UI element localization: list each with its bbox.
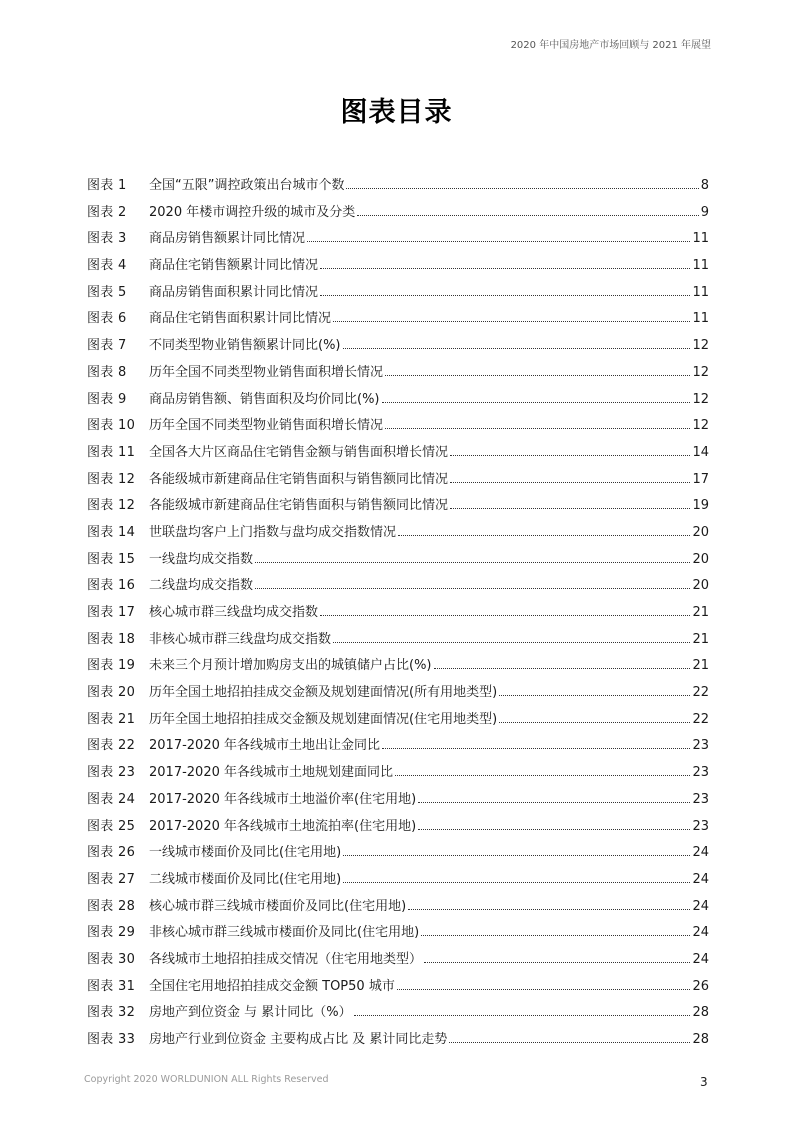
toc-entry-label: 图表 22 [87, 738, 136, 754]
dot-leader [320, 615, 690, 616]
dot-leader [418, 802, 690, 803]
toc-entry[interactable] [87, 815, 709, 842]
toc-entry-label: 图表 8 [87, 364, 127, 380]
toc-entry-page-number: 17 [692, 471, 709, 487]
toc-entry-page-number: 12 [692, 338, 709, 354]
toc-entry-title: 商品房销售额、销售面积及均价同比(%) [149, 391, 380, 407]
dot-leader [408, 909, 690, 910]
toc-entry-title: 各线城市土地招拍挂成交情况（住宅用地类型） [149, 951, 423, 967]
toc-entry[interactable] [87, 601, 709, 628]
toc-entry-label: 图表 21 [87, 711, 136, 727]
dot-leader [385, 428, 690, 429]
toc-entry[interactable] [87, 681, 709, 708]
toc-entry-title: 一线盘均成交指数 [149, 551, 254, 567]
toc-entry-page-number: 11 [692, 311, 709, 327]
toc-entry-title: 不同类型物业销售额累计同比(%) [149, 338, 341, 354]
toc-entry-title: 历年全国不同类型物业销售面积增长情况 [149, 364, 384, 380]
toc-entry-page-number: 24 [692, 845, 709, 861]
toc-entry[interactable] [87, 868, 709, 895]
dot-leader [385, 375, 690, 376]
toc-entry[interactable] [87, 761, 709, 788]
toc-entry-label: 图表 29 [87, 925, 136, 941]
toc-entry[interactable] [87, 388, 709, 415]
toc-entry-page-number: 12 [692, 418, 709, 434]
dot-leader [343, 882, 690, 883]
dot-leader [395, 775, 690, 776]
page-title: 图表目录 [340, 97, 453, 128]
toc-entry[interactable] [87, 468, 709, 495]
toc-entry-page-number: 23 [692, 765, 709, 781]
toc-entry[interactable] [87, 948, 709, 975]
dot-leader [450, 508, 690, 509]
toc-entry-label: 图表 19 [87, 658, 136, 674]
toc-entry[interactable] [87, 307, 709, 334]
dot-leader [307, 241, 690, 242]
toc-entry-label: 图表 26 [87, 845, 136, 861]
toc-entry[interactable] [87, 921, 709, 948]
toc-entry-label: 图表 15 [87, 551, 136, 567]
toc-entry-label: 图表 5 [87, 284, 127, 300]
dot-leader [450, 455, 690, 456]
toc-entry[interactable] [87, 1028, 709, 1055]
toc-entry-page-number: 24 [692, 951, 709, 967]
dot-leader [398, 535, 690, 536]
toc-entry-label: 图表 10 [87, 418, 136, 434]
toc-entry-page-number: 8 [700, 178, 709, 193]
toc-entry-title: 全国“五限”调控政策出台城市个数 [149, 178, 345, 193]
toc-entry-label: 图表 30 [87, 951, 136, 967]
dot-leader [354, 1015, 691, 1016]
running-header: 2020 年中国房地产市场回顾与 2021 年展望 [510, 40, 711, 51]
toc-entry-label: 图表 2 [87, 204, 127, 220]
toc-entry-label: 图表 1 [87, 178, 127, 193]
toc-entry-page-number: 22 [692, 711, 709, 727]
toc-entry-page-number: 20 [692, 524, 709, 540]
toc-entry[interactable] [87, 521, 709, 548]
toc-entry-page-number: 12 [692, 364, 709, 380]
toc-entry-title: 2017-2020 年各线城市土地流拍率(住宅用地) [149, 818, 417, 834]
toc-entry[interactable] [87, 281, 709, 308]
toc-entry-label: 图表 3 [87, 231, 127, 247]
toc-entry-label: 图表 20 [87, 685, 136, 701]
toc-entry[interactable] [87, 574, 709, 601]
toc-entry-title: 一线城市楼面价及同比(住宅用地) [149, 845, 342, 861]
toc-entry-label: 图表 17 [87, 605, 136, 620]
dot-leader [255, 562, 690, 563]
toc-entry[interactable] [87, 841, 709, 868]
dot-leader [333, 321, 690, 322]
toc-entry-title: 二线盘均成交指数 [149, 578, 254, 594]
toc-entry-label: 图表 9 [87, 391, 127, 407]
toc-entry-page-number: 20 [692, 551, 709, 567]
toc-entry[interactable] [87, 174, 709, 201]
toc-entry[interactable] [87, 254, 709, 281]
toc-entry[interactable] [87, 334, 709, 361]
toc-entry-title: 二线城市楼面价及同比(住宅用地) [149, 871, 342, 887]
toc-entry-page-number: 21 [692, 658, 709, 674]
toc-entry-title: 非核心城市群三线盘均成交指数 [149, 631, 332, 647]
toc-entry-page-number: 26 [692, 978, 709, 994]
toc-entry-title: 2020 年楼市调控升级的城市及分类 [149, 204, 356, 220]
toc-entry-page-number: 21 [692, 605, 709, 620]
toc-entry-title: 商品房销售额累计同比情况 [149, 231, 306, 247]
toc-entry-title: 各能级城市新建商品住宅销售面积与销售额同比情况 [149, 471, 449, 487]
dot-leader [357, 215, 699, 216]
toc-entry[interactable] [87, 414, 709, 441]
toc-entry-page-number: 19 [692, 498, 709, 514]
dot-leader [333, 642, 690, 643]
toc-entry-label: 图表 16 [87, 578, 136, 594]
toc-entry-title: 历年全国不同类型物业销售面积增长情况 [149, 418, 384, 434]
toc-entry-label: 图表 6 [87, 311, 127, 327]
toc-entry-title: 商品住宅销售额累计同比情况 [149, 258, 319, 274]
table-of-figures [87, 174, 709, 1055]
toc-entry-title: 各能级城市新建商品住宅销售面积与销售额同比情况 [149, 498, 449, 514]
toc-entry-label: 图表 14 [87, 524, 136, 540]
toc-entry-title: 未来三个月预计增加购房支出的城镇储户占比(%) [149, 658, 432, 674]
toc-entry-label: 图表 28 [87, 898, 136, 914]
toc-entry-title: 2017-2020 年各线城市土地规划建面同比 [149, 765, 393, 781]
toc-entry-page-number: 23 [692, 791, 709, 807]
dot-leader [382, 402, 691, 403]
toc-entry-page-number: 14 [692, 444, 709, 460]
dot-leader [397, 989, 691, 990]
dot-leader [434, 668, 691, 669]
copyright-notice: Copyright 2020 WORLDUNION ALL Rights Reserved [84, 1074, 329, 1085]
toc-entry-page-number: 23 [692, 738, 709, 754]
toc-entry-title: 全国各大片区商品住宅销售金额与销售面积增长情况 [149, 444, 449, 460]
dot-leader [346, 188, 698, 189]
toc-entry[interactable] [87, 494, 709, 521]
toc-entry-label: 图表 32 [87, 1005, 136, 1021]
toc-entry-label: 图表 4 [87, 258, 127, 274]
toc-entry-label: 图表 12 [87, 498, 136, 514]
toc-entry-title: 2017-2020 年各线城市土地出让金同比 [149, 738, 380, 754]
toc-entry-label: 图表 31 [87, 978, 136, 994]
toc-entry-page-number: 28 [692, 1005, 709, 1021]
toc-entry[interactable] [87, 788, 709, 815]
toc-entry-label: 图表 7 [87, 338, 127, 354]
dot-leader [255, 588, 690, 589]
toc-entry[interactable] [87, 708, 709, 735]
toc-entry[interactable] [87, 227, 709, 254]
dot-leader [343, 855, 690, 856]
toc-entry-page-number: 21 [692, 631, 709, 647]
dot-leader [499, 722, 690, 723]
toc-entry[interactable] [87, 895, 709, 922]
dot-leader [424, 962, 690, 963]
dot-leader [320, 295, 690, 296]
toc-entry-title: 历年全国土地招拍挂成交金额及规划建面情况(所有用地类型) [149, 685, 498, 701]
toc-entry-title: 世联盘均客户上门指数与盘均成交指数情况 [149, 524, 397, 540]
toc-entry-title: 核心城市群三线盘均成交指数 [149, 605, 319, 620]
toc-entry-label: 图表 11 [87, 444, 136, 460]
toc-entry-title: 商品住宅销售面积累计同比情况 [149, 311, 332, 327]
dot-leader [418, 829, 690, 830]
toc-entry-title: 核心城市群三线城市楼面价及同比(住宅用地) [149, 898, 407, 914]
dot-leader [320, 268, 690, 269]
toc-entry[interactable] [87, 654, 709, 681]
toc-entry-label: 图表 12 [87, 471, 136, 487]
toc-entry-title: 2017-2020 年各线城市土地溢价率(住宅用地) [149, 791, 417, 807]
toc-entry-page-number: 11 [692, 258, 709, 274]
dot-leader [421, 935, 690, 936]
toc-entry-label: 图表 27 [87, 871, 136, 887]
toc-entry-page-number: 12 [692, 391, 709, 407]
toc-entry-page-number: 23 [692, 818, 709, 834]
toc-entry-title: 商品房销售面积累计同比情况 [149, 284, 319, 300]
toc-entry[interactable] [87, 1001, 709, 1028]
toc-entry-page-number: 24 [692, 871, 709, 887]
toc-entry-title: 非核心城市群三线城市楼面价及同比(住宅用地) [149, 925, 420, 941]
toc-entry[interactable] [87, 628, 709, 655]
dot-leader [343, 348, 691, 349]
toc-entry-page-number: 20 [692, 578, 709, 594]
toc-entry[interactable] [87, 975, 709, 1002]
dot-leader [499, 695, 690, 696]
toc-entry-title: 房地产到位资金 与 累计同比（%） [149, 1005, 352, 1021]
toc-entry[interactable] [87, 361, 709, 388]
toc-entry-label: 图表 33 [87, 1032, 136, 1047]
dot-leader [382, 748, 690, 749]
toc-entry-page-number: 11 [692, 231, 709, 247]
toc-entry-label: 图表 23 [87, 765, 136, 781]
toc-entry-title: 房地产行业到位资金 主要构成占比 及 累计同比走势 [149, 1032, 448, 1047]
dot-leader [449, 1042, 690, 1043]
toc-entry-label: 图表 24 [87, 791, 136, 807]
toc-entry[interactable] [87, 441, 709, 468]
toc-entry-page-number: 24 [692, 898, 709, 914]
toc-entry-page-number: 22 [692, 685, 709, 701]
toc-entry[interactable] [87, 201, 709, 228]
toc-entry-page-number: 9 [700, 204, 709, 220]
toc-entry-title: 历年全国土地招拍挂成交金额及规划建面情况(住宅用地类型) [149, 711, 498, 727]
toc-entry-label: 图表 18 [87, 631, 136, 647]
toc-entry-page-number: 28 [692, 1032, 709, 1047]
dot-leader [450, 482, 690, 483]
toc-entry-label: 图表 25 [87, 818, 136, 834]
toc-entry[interactable] [87, 734, 709, 761]
toc-entry-page-number: 24 [692, 925, 709, 941]
page-number: 3 [700, 1075, 708, 1089]
toc-entry[interactable] [87, 548, 709, 575]
toc-entry-page-number: 11 [692, 284, 709, 300]
toc-entry-title: 全国住宅用地招拍挂成交金额 TOP50 城市 [149, 978, 395, 994]
